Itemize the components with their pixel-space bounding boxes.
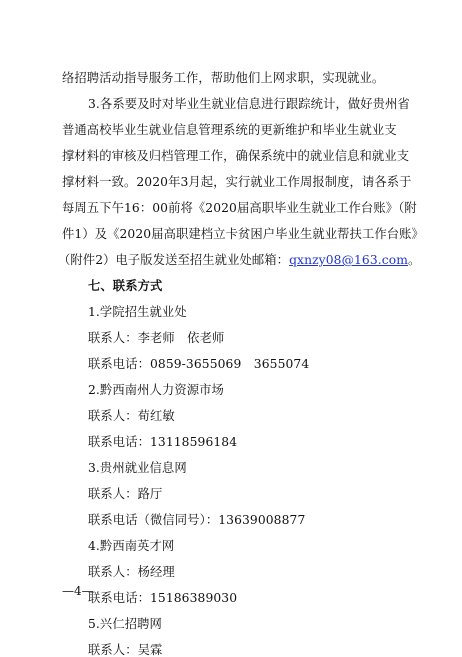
paragraph-line: 每周五下午16：00前将《2020届高职毕业生就业工作台账》（附 bbox=[62, 201, 417, 215]
section-heading: 七、联系方式 bbox=[88, 279, 163, 293]
paragraph-line bbox=[58, 254, 420, 266]
contact-person: 联系人：荀红敏 bbox=[88, 409, 175, 423]
paragraph-line: 撑材料的审核及归档管理工作，确保系统中的就业信息和就业支 bbox=[62, 149, 410, 163]
page-number: —4— bbox=[62, 584, 94, 598]
paragraph-punctuation: 。 bbox=[408, 253, 421, 267]
contact-org: 5.兴仁招聘网 bbox=[88, 617, 162, 631]
contact-phone: 联系电话：15186389030 bbox=[88, 591, 238, 605]
contact-person: 联系人：李老师 依老师 bbox=[88, 331, 225, 345]
contact-person: 联系人：吴霖 bbox=[88, 643, 163, 657]
paragraph-line: 普通高校毕业生就业信息管理系统的更新维护和毕业生就业支 bbox=[62, 123, 397, 137]
contact-org: 1.学院招生就业处 bbox=[88, 305, 187, 319]
paragraph-line: 撑材料一致。2020年3月起，实行就业工作周报制度，请各系于 bbox=[62, 175, 412, 189]
email-link[interactable]: qxnzy08@163.com bbox=[289, 253, 409, 267]
paragraph-text: （附件2）电子版发送至招生就业处邮箱： bbox=[58, 253, 290, 267]
contact-org: 3.贵州就业信息网 bbox=[88, 461, 187, 475]
contact-org: 2.黔西南州人力资源市场 bbox=[88, 383, 224, 397]
contact-person: 联系人：路厅 bbox=[88, 487, 163, 501]
contact-phone: 联系电话：13118596184 bbox=[88, 435, 238, 449]
contact-person: 联系人：杨经理 bbox=[88, 565, 175, 579]
paragraph-line: 件1）及《2020届高职建档立卡贫困户毕业生就业帮扶工作台账》 bbox=[62, 227, 424, 241]
contact-org: 4.黔西南英才网 bbox=[88, 539, 175, 553]
contact-phone: 联系电话：0859-3655069 3655074 bbox=[88, 357, 310, 371]
paragraph-continuation: 络招聘活动指导服务工作，帮助他们上网求职，实现就业。 bbox=[62, 71, 385, 85]
contact-phone: 联系电话（微信同号）：13639008877 bbox=[88, 513, 306, 527]
paragraph-line: 3.各系要及时对毕业生就业信息进行跟踪统计，做好贵州省 bbox=[88, 97, 410, 111]
